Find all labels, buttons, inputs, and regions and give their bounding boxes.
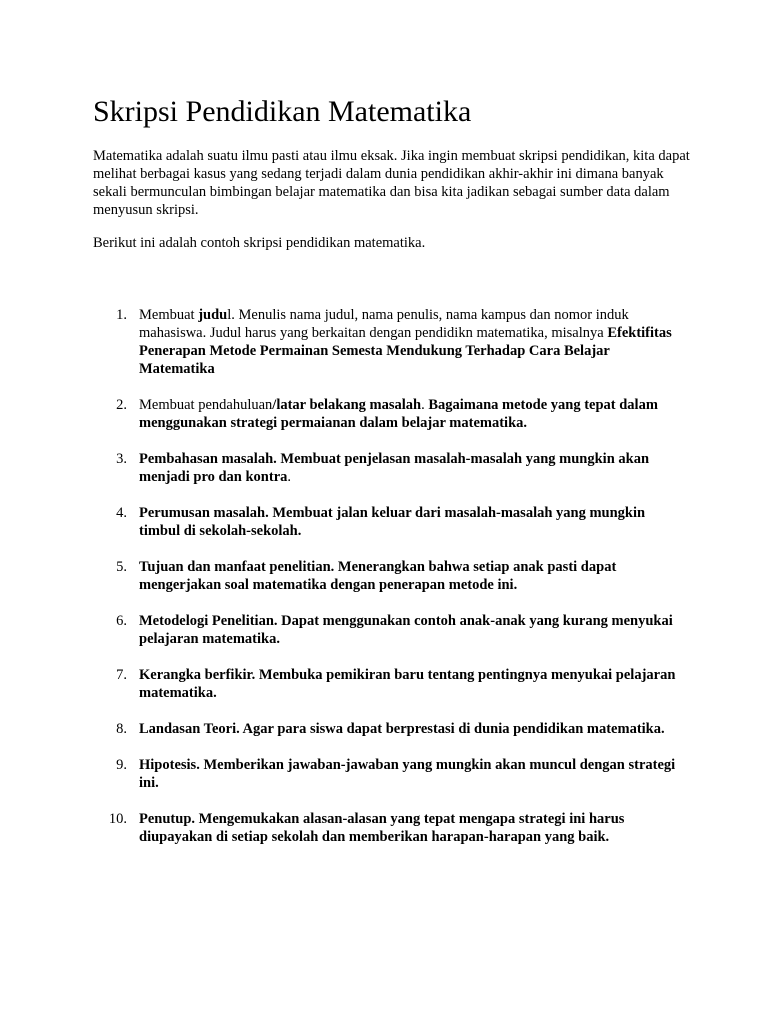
step-item xyxy=(0,612,679,648)
step-item xyxy=(0,396,679,432)
step-number: 3. xyxy=(116,451,127,467)
step-number: 4. xyxy=(116,505,127,521)
step-text: l. Menulis nama judul, nama penulis, nama kampus dan nomor induk mahasiswa. Judul harus yang berkaitan dengan pendidikn matematika, misalnya xyxy=(139,307,629,341)
step-bold-text: Penutup. Mengemukakan alasan-alasan yang tepat mengapa strategi ini harus diupayakan di setiap sekolah dan memberikan harapan-harapan yang baik. xyxy=(139,811,625,845)
step-item xyxy=(0,666,679,702)
step-bold-text: Metodelogi Penelitian. Dapat menggunakan contoh anak-anak yang kurang menyukai pelajaran matematika. xyxy=(139,613,673,647)
step-bold-text: Efektifitas Penerapan Metode Permainan Semesta Mendukung Terhadap Cara Belajar Matematika xyxy=(139,325,672,377)
step-bold-text: Tujuan dan manfaat penelitian. Menerangkan bahwa setiap anak pasti dapat mengerjakan soal matematika dengan penerapan metode ini. xyxy=(139,559,617,593)
step-item xyxy=(0,504,679,540)
step-item xyxy=(0,450,679,486)
step-number: 7. xyxy=(116,667,127,683)
step-bold-text: Bagaimana metode yang tepat dalam menggunakan strategi permaianan dalam belajar matematika. xyxy=(139,397,658,431)
step-bold-text: Pembahasan masalah. Membuat penjelasan masalah-masalah yang mungkin akan menjadi pro dan kontra xyxy=(139,451,650,485)
step-text: . xyxy=(421,397,429,413)
step-item xyxy=(0,756,679,792)
step-bold-text: Kerangka berfikir. Membuka pemikiran baru tentang pentingnya menyukai pelajaran matematika. xyxy=(139,667,676,701)
step-number: 8. xyxy=(116,721,127,737)
step-item xyxy=(0,720,679,738)
step-text: Membuat pendahuluan xyxy=(139,397,273,413)
lead-paragraph: Berikut ini adalah contoh skripsi pendidikan matematika. xyxy=(93,235,426,251)
step-item xyxy=(0,306,679,378)
intro-paragraph: Matematika adalah suatu ilmu pasti atau ilmu eksak. Jika ingin membuat skripsi pendidikan, kita dapat melihat berbagai kasus yang sedang terjadi dalam dunia pendidikan akhir-akhir ini dimana banyak sekali bermunculan bimbingan belajar matematika dan bisa kita jadikan sebagai sumber data dalam menyusun skripsi. xyxy=(93,148,690,218)
step-item xyxy=(0,810,679,846)
step-number: 10. xyxy=(108,811,127,827)
step-text: . xyxy=(287,469,292,485)
step-number: 5. xyxy=(116,559,127,575)
step-bold-text: judu xyxy=(198,307,228,323)
step-bold-text: Hipotesis. Memberikan jawaban-jawaban yang mungkin akan muncul dengan strategi ini. xyxy=(139,757,676,791)
step-bold-text: Landasan Teori. Agar para siswa dapat berprestasi di dunia pendidikan matematika. xyxy=(139,721,665,737)
step-number: 6. xyxy=(116,613,127,629)
step-bold-text: Perumusan masalah. Membuat jalan keluar dari masalah-masalah yang mungkin timbul di sekolah-sekolah. xyxy=(139,505,646,539)
step-number: 1. xyxy=(116,307,127,323)
step-text: Membuat xyxy=(139,307,199,323)
steps-list xyxy=(0,306,768,864)
step-bold-text: /latar belakang masalah xyxy=(272,397,422,413)
step-item xyxy=(0,558,679,594)
step-number: 2. xyxy=(116,397,127,413)
document-title: Skripsi Pendidikan Matematika xyxy=(93,95,472,128)
step-number: 9. xyxy=(116,757,127,773)
